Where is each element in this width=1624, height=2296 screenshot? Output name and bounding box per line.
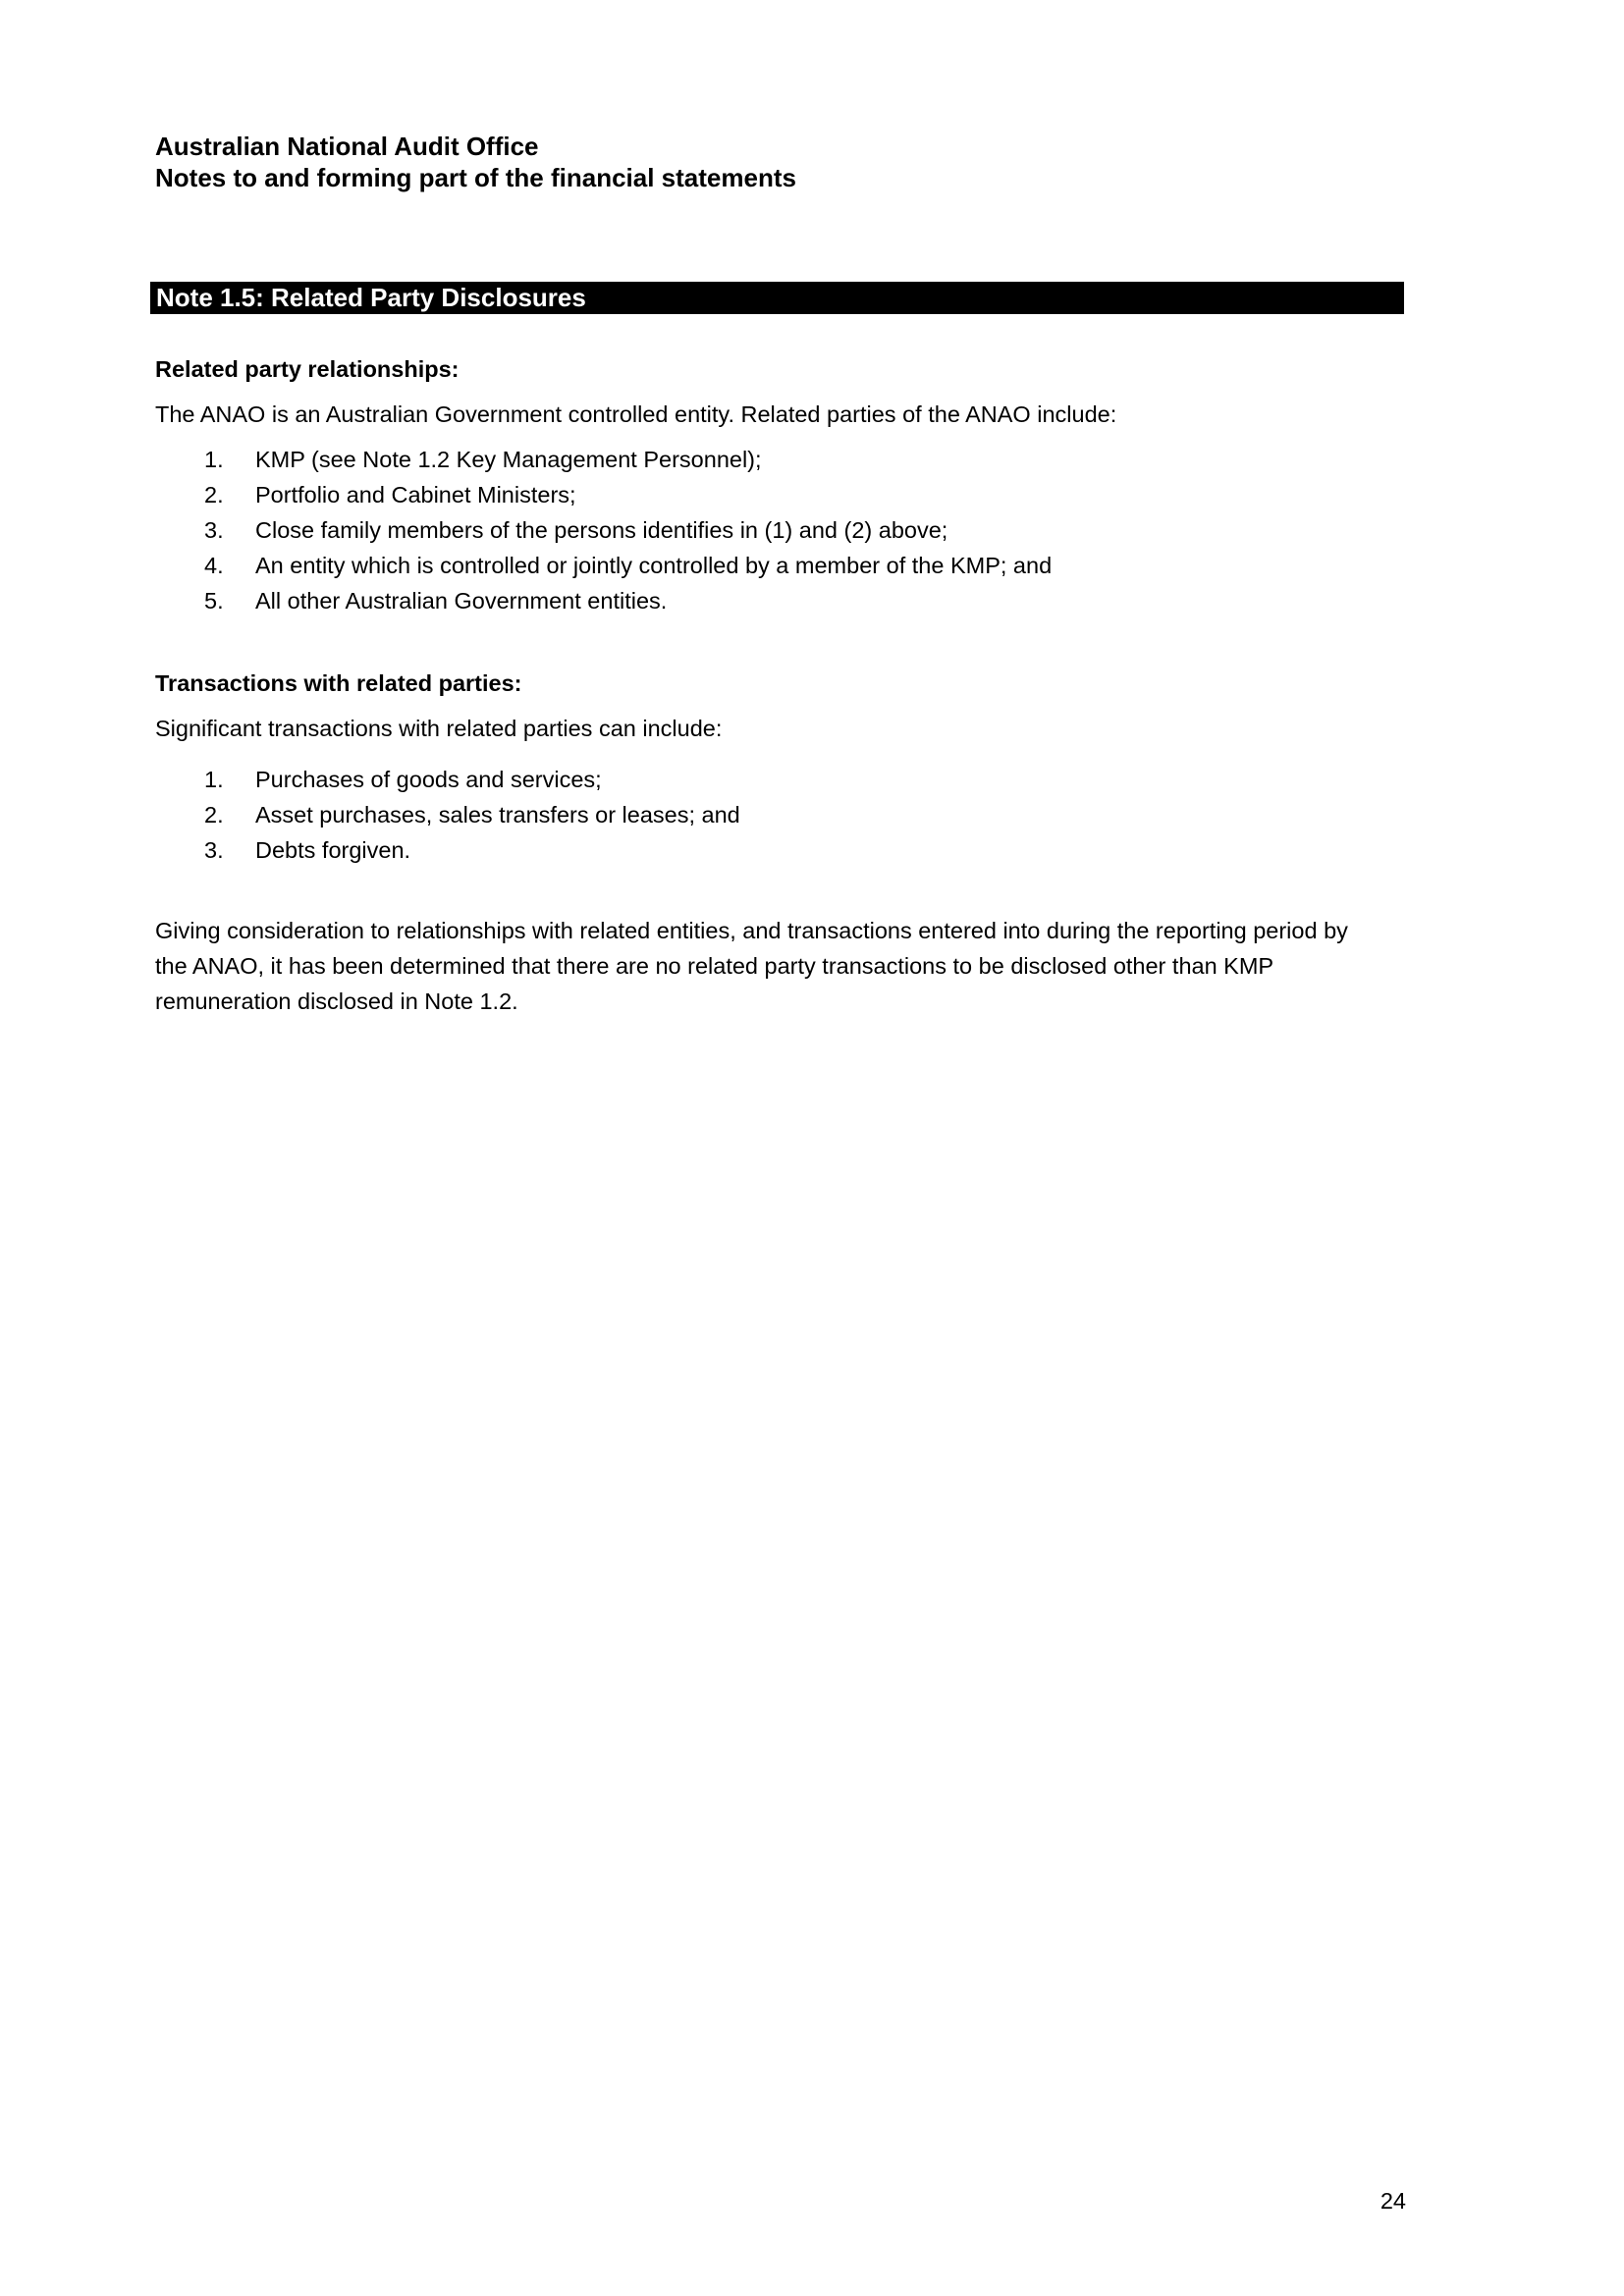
- list-item-number: 3.: [204, 837, 224, 863]
- list-item-text: Portfolio and Cabinet Ministers;: [255, 482, 576, 507]
- note-title-bar: Note 1.5: Related Party Disclosures: [150, 282, 1404, 314]
- list-item-text: KMP (see Note 1.2 Key Management Personnel);: [255, 447, 762, 472]
- list-item-text: Purchases of goods and services;: [255, 767, 602, 792]
- related-parties-list: [155, 442, 1412, 618]
- transactions-heading: Transactions with related parties:: [155, 670, 522, 696]
- note-body: [155, 351, 1412, 1019]
- organization-name: Australian National Audit Office: [155, 132, 539, 161]
- list-item: [155, 512, 1412, 548]
- list-item-text: Asset purchases, sales transfers or leases; and: [255, 802, 740, 828]
- list-item: [155, 797, 1412, 832]
- list-item-number: 1.: [204, 767, 224, 792]
- list-item: [155, 762, 1412, 797]
- conclusion-paragraph: Giving consideration to relationships with related entities, and transactions entered into during the reporting period by the ANAO, it has been determined that there are no related party transactions to be disclosed other than KMP remuneration disclosed in Note 1.2.: [155, 918, 1348, 1014]
- list-item-text: Debts forgiven.: [255, 837, 411, 863]
- list-item-number: 3.: [204, 517, 224, 543]
- list-item: [155, 583, 1412, 618]
- document-subtitle: Notes to and forming part of the financial statements: [155, 163, 796, 192]
- document-header: [155, 131, 1412, 193]
- list-item: [155, 477, 1412, 512]
- list-item-number: 1.: [204, 447, 224, 472]
- transactions-list: [155, 762, 1412, 868]
- list-item: [155, 548, 1412, 583]
- list-item: [155, 832, 1412, 868]
- list-item-number: 4.: [204, 553, 224, 578]
- list-item-text: An entity which is controlled or jointly controlled by a member of the KMP; and: [255, 553, 1053, 578]
- list-item-number: 5.: [204, 588, 224, 614]
- list-item: [155, 442, 1412, 477]
- related-party-relationships-heading: Related party relationships:: [155, 356, 460, 382]
- transactions-intro: Significant transactions with related parties can include:: [155, 716, 723, 741]
- list-item-number: 2.: [204, 802, 224, 828]
- page-number: 24: [1380, 2188, 1406, 2214]
- list-item-text: Close family members of the persons identifies in (1) and (2) above;: [255, 517, 948, 543]
- related-party-relationships-intro: The ANAO is an Australian Government controlled entity. Related parties of the ANAO include:: [155, 401, 1117, 427]
- list-item-text: All other Australian Government entities.: [255, 588, 668, 614]
- list-item-number: 2.: [204, 482, 224, 507]
